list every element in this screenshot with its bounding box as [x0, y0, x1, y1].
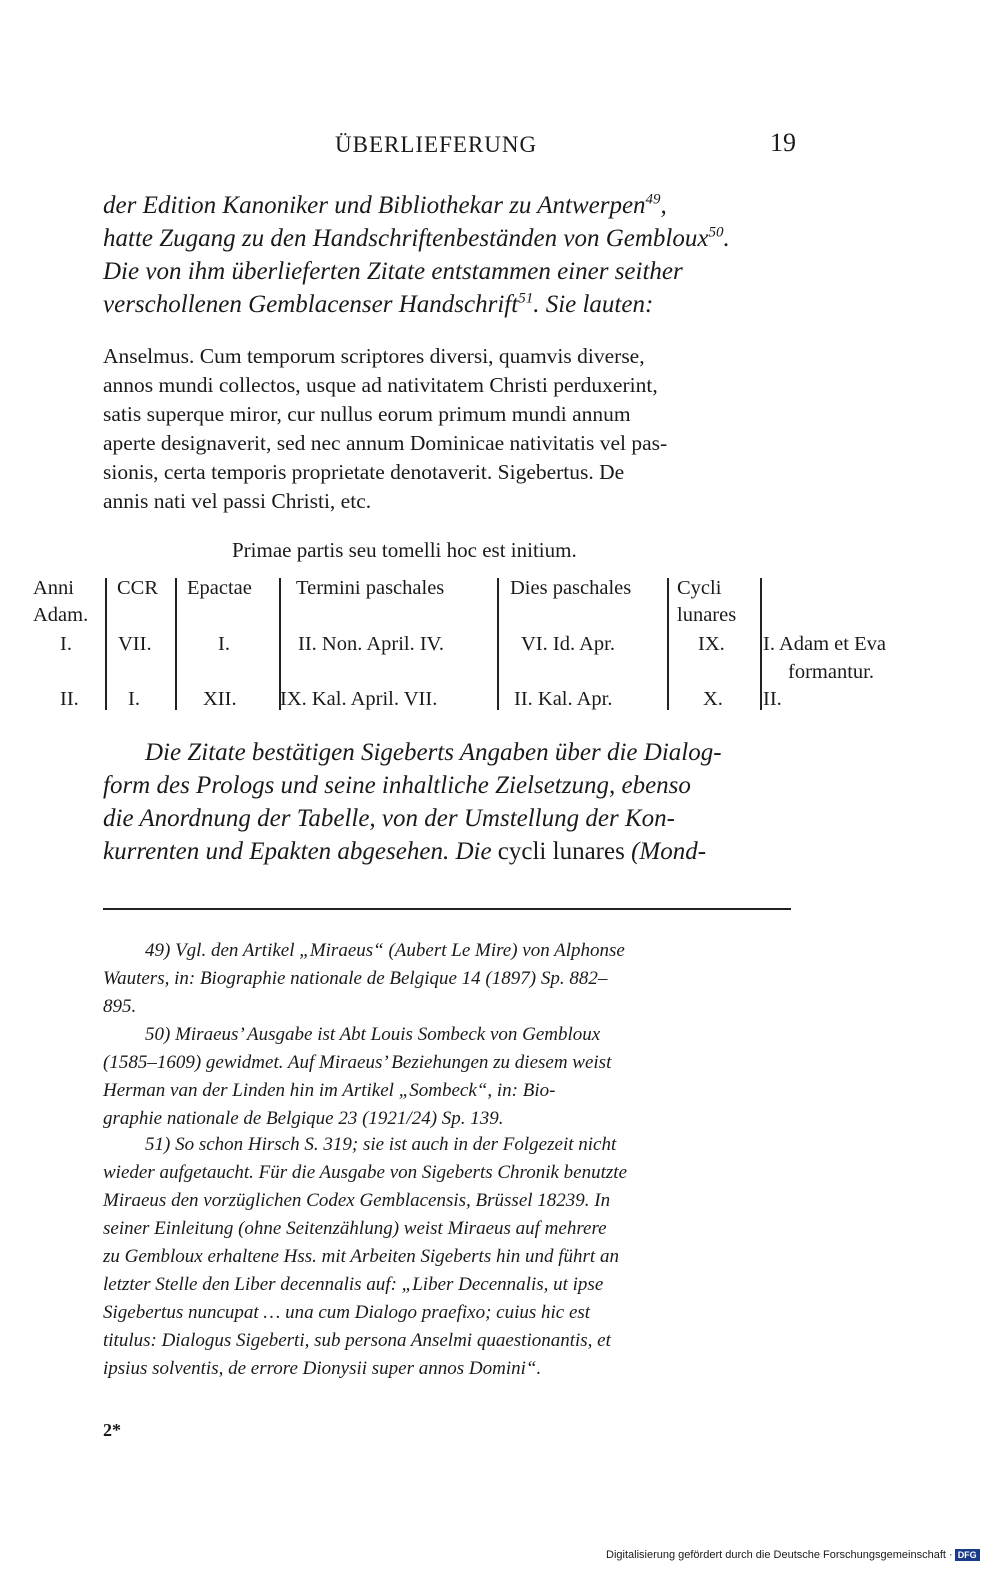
quote-line: annis nati vel passi Christi, etc.	[103, 489, 372, 513]
cell-cycli: IX.	[698, 633, 725, 655]
cell-anni: II.	[60, 688, 79, 710]
footnote-line: Sigebertus nuncupat … una cum Dialogo praefixo; cuius hic est	[103, 1302, 591, 1323]
running-head: ÜBERLIEFERUNG	[335, 132, 538, 157]
commentary-line: Die Zitate bestätigen Sigeberts Angaben über die Dialog-	[145, 739, 722, 766]
column-rule	[175, 578, 177, 710]
footnote-line: 895.	[103, 996, 137, 1017]
column-rule	[760, 578, 762, 710]
commentary-line: form des Prologs und seine inhaltliche Zielsetzung, ebenso	[103, 772, 691, 799]
table-header-adam: Adam.	[33, 604, 89, 626]
footnote-line: Miraeus den vorzüglichen Codex Gemblacensis, Brüssel 18239. In	[103, 1190, 611, 1211]
footnote-line: seiner Einleitung (ohne Seitenzählung) weist Miraeus auf mehrere	[103, 1218, 607, 1239]
footnote-line: 50) Miraeus’ Ausgabe ist Abt Louis Sombeck von Gembloux	[145, 1024, 601, 1045]
column-rule	[497, 578, 499, 710]
quote-line: annos mundi collectos, usque ad nativitatem Christi perduxerint,	[103, 373, 658, 397]
credit-text: Digitalisierung gefördert durch die Deutsche Forschungsgemeinschaft ·	[606, 1549, 953, 1561]
table-header-anni: Anni	[33, 577, 74, 599]
column-rule	[667, 578, 669, 710]
intro-line: verschollenen Gemblacenser Handschrift$^{51}$. Sie lauten:	[103, 290, 654, 318]
table-header-epactae: Epactae	[187, 577, 252, 599]
table-header-cycli: Cycli	[677, 577, 722, 599]
page-number: 19	[770, 128, 796, 157]
footnote-line: Wauters, in: Biographie nationale de Belgique 14 (1897) Sp. 882–	[103, 968, 608, 989]
quote-line: Anselmus. Cum temporum scriptores diversi, quamvis diverse,	[103, 344, 645, 368]
cell-termini: II. Non. April. IV.	[298, 633, 444, 655]
cell-anni: I.	[60, 633, 72, 655]
footnote-line: zu Gembloux erhaltene Hss. mit Arbeiten Sigeberts hin und führt an	[103, 1246, 619, 1267]
cell-epactae: I.	[218, 633, 230, 655]
table-header-dies: Dies paschales	[510, 577, 632, 599]
footnote-line: wieder aufgetaucht. Für die Ausgabe von Sigeberts Chronik benutzte	[103, 1162, 628, 1183]
cell-epactae: XII.	[203, 688, 237, 710]
cell-ccr: I.	[128, 688, 140, 710]
footnote-line: ipsius solventis, de errore Dionysii super annos Domini“.	[103, 1358, 542, 1379]
digitization-credit	[606, 1549, 980, 1561]
column-rule	[105, 578, 107, 710]
quote-line: sionis, certa temporis proprietate denotaverit. Sigebertus. De	[103, 460, 625, 484]
table-header-termini: Termini paschales	[296, 577, 445, 599]
footnote-line: letzter Stelle den Liber decennalis auf: „Liber Decennalis, ut ipse	[103, 1274, 604, 1295]
footnote-line: 49) Vgl. den Artikel „Miraeus“ (Aubert Le Mire) von Alphonse	[145, 940, 625, 961]
commentary-line: die Anordnung der Tabelle, von der Umstellung der Kon-	[103, 805, 675, 832]
cell-dies: VI. Id. Apr.	[521, 633, 615, 655]
table-header-lunares: lunares	[677, 604, 737, 626]
table-caption: Primae partis seu tomelli hoc est initium.	[232, 538, 577, 562]
footnote-line: 51) So schon Hirsch S. 319; sie ist auch in der Folgezeit nicht	[145, 1134, 617, 1155]
cell-note-cont: formantur.	[788, 661, 874, 683]
quote-line: satis superque miror, cur nullus eorum primum mundi annum	[103, 402, 631, 426]
signature-mark: 2*	[103, 1420, 121, 1440]
footnote-line: Herman van der Linden hin im Artikel „Sombeck“, in: Bio-	[103, 1080, 556, 1101]
intro-line: Die von ihm überlieferten Zitate entstammen einer seither	[103, 258, 683, 285]
cell-note: I. Adam et Eva	[763, 633, 886, 655]
cell-cycli: X.	[703, 688, 723, 710]
table-header-ccr: CCR	[117, 577, 159, 599]
cell-termini: IX. Kal. April. VII.	[280, 688, 438, 710]
footnote-line: titulus: Dialogus Sigeberti, sub persona Anselmi quaestionantis, et	[103, 1330, 611, 1351]
footnote-separator	[103, 908, 791, 910]
quote-line: aperte designaverit, sed nec annum Dominicae nativitatis vel pas-	[103, 431, 668, 455]
cell-ccr: VII.	[118, 633, 152, 655]
cell-note: II.	[763, 688, 782, 710]
commentary-line: kurrenten und Epakten abgesehen. Die cycli lunares (Mond-	[103, 838, 707, 865]
cell-dies: II. Kal. Apr.	[514, 688, 613, 710]
intro-line: hatte Zugang zu den Handschriftenbeständen von Gembloux$^{50}$.	[103, 224, 730, 252]
intro-line: der Edition Kanoniker und Bibliothekar zu Antwerpen$^{49}$,	[103, 191, 667, 219]
footnote-line: (1585–1609) gewidmet. Auf Miraeus’ Beziehungen zu diesem weist	[103, 1052, 612, 1073]
dfg-logo: DFG	[955, 1549, 980, 1561]
footnote-line: graphie nationale de Belgique 23 (1921/24) Sp. 139.	[103, 1108, 504, 1129]
